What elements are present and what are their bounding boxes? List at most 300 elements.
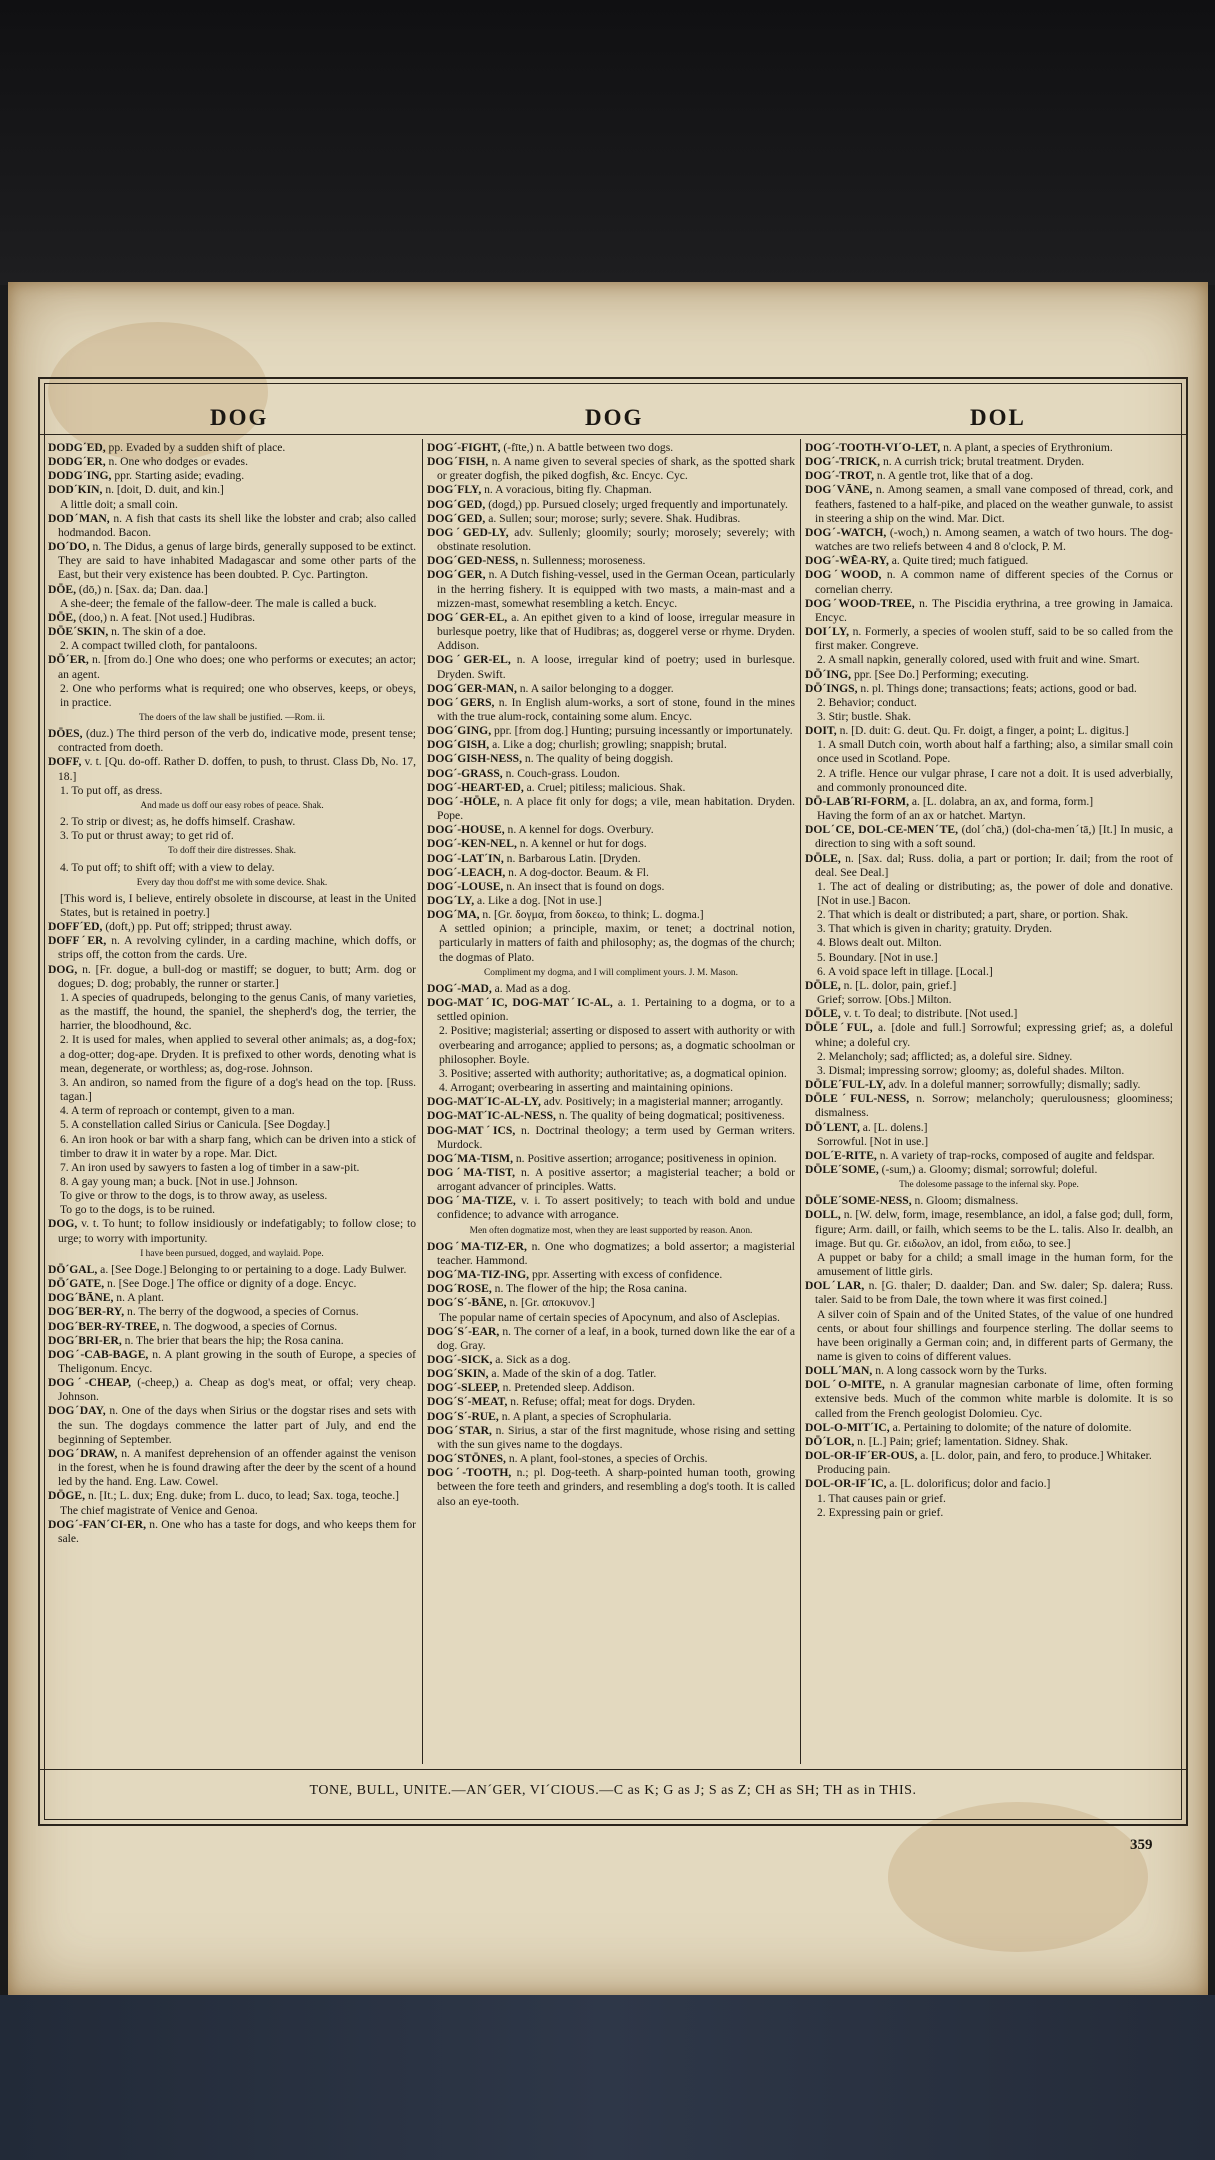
sense-line: 2. Melancholy; sad; afflicted; as, a doleful sire. Sidney. bbox=[817, 1049, 1073, 1063]
dictionary-entry bbox=[48, 1291, 416, 1305]
dictionary-entry bbox=[427, 1152, 795, 1166]
dictionary-entry bbox=[805, 1092, 1173, 1120]
sense-line: A she-deer; the female of the fallow-deer. The male is called a buck. bbox=[60, 596, 377, 610]
headword: DOˊDO, bbox=[48, 540, 90, 554]
sense-line: 4. Blows dealt out. Milton. bbox=[817, 936, 942, 950]
definition: a. 1. Pertaining to a dogma, or to a settled opinion. bbox=[437, 996, 795, 1024]
headword: DŌLEˊSOME, bbox=[805, 1162, 879, 1176]
definition: n. Barbarous Latin. [Dryden. bbox=[503, 851, 641, 865]
headword: DOL-OR-IFˊER-OUS, bbox=[805, 1449, 918, 1463]
headword: DŌˊER, bbox=[48, 653, 89, 667]
dictionary-entry bbox=[427, 526, 795, 554]
headword: DOGˊMA, bbox=[427, 908, 480, 922]
dictionary-entry bbox=[48, 1447, 416, 1489]
dictionary-entry bbox=[427, 1452, 795, 1466]
headword: DOGˊGISH, bbox=[427, 738, 490, 752]
dictionary-entry bbox=[805, 979, 1173, 993]
headword: DOGˊ-GRASS, bbox=[427, 766, 503, 780]
headword: DOGˊ-FANˊCI-ER, bbox=[48, 1517, 147, 1531]
quotation: The dolesome passage to the infernal sky. Pope. bbox=[899, 1180, 1079, 1191]
definition: n. Couch-grass. Loudon. bbox=[502, 766, 620, 780]
dictionary-entry bbox=[427, 696, 795, 724]
dictionary-entry bbox=[48, 727, 416, 755]
definition: n. [Fr. dogue, a bull-dog or mastiff; se doguer, to butt; Arm. dog or dogues; D. dog; probably, the runner or starter.] bbox=[58, 962, 416, 990]
footer-rule bbox=[40, 1769, 1186, 1770]
definition: n. One of the days when Sirius or the dogstar rises and sets with the sun. The dogdays commence the latter part of July, and end the beginning of September. bbox=[58, 1404, 416, 1446]
definition: n. [L.] Pain; grief; lamentation. Sidney. Shak. bbox=[854, 1434, 1068, 1448]
sense-line: 4. A term of reproach or contempt, given to a man. bbox=[60, 1104, 295, 1118]
dictionary-entry bbox=[427, 823, 795, 837]
dictionary-entry bbox=[805, 441, 1173, 455]
headword: DOGˊSˊ-EAR, bbox=[427, 1324, 500, 1338]
definition: a. [L. dolor, pain, and fero, to produce.] Whitaker. bbox=[917, 1449, 1152, 1463]
dictionary-entry bbox=[427, 682, 795, 696]
blue-surface-bottom bbox=[0, 1995, 1215, 2160]
headword: DOGˊBER-RY, bbox=[48, 1305, 125, 1319]
dictionary-entry bbox=[48, 755, 416, 783]
headword: DOGˊSˊ-BĀNE, bbox=[427, 1296, 507, 1310]
definition: n. One who has a taste for dogs, and who keeps them for sale. bbox=[58, 1517, 416, 1545]
definition: a. [L. dolabra, an ax, and forma, form.] bbox=[909, 794, 1094, 808]
dictionary-entry bbox=[48, 512, 416, 540]
dictionary-entry bbox=[427, 996, 795, 1024]
dictionary-entry bbox=[48, 1404, 416, 1446]
dictionary-entry bbox=[427, 894, 795, 908]
sense-line: The popular name of certain species of Apocynum, and also of Asclepias. bbox=[439, 1310, 780, 1324]
dictionary-entry bbox=[427, 1240, 795, 1268]
definition: a. Pertaining to dolomite; of the nature of dolomite. bbox=[889, 1420, 1132, 1434]
definition: ppr. Asserting with excess of confidence. bbox=[529, 1268, 723, 1282]
sense-line: A little doit; a small coin. bbox=[60, 497, 178, 511]
headword: DOGˊ-TRICK, bbox=[805, 455, 881, 469]
definition: n. [It.; L. dux; Eng. duke; from L. duco, to lead; Sax. toga, teoche.] bbox=[85, 1489, 399, 1503]
definition: n. Sullenness; moroseness. bbox=[518, 554, 646, 568]
headword: DODGˊED, bbox=[48, 441, 106, 454]
sense-line: 1. The act of dealing or distributing; as, the power of dole and donative. [Not in use.] Bacon. bbox=[817, 879, 1173, 907]
definition: n. In English alum-works, a sort of stone, found in the mines with the true alum-rock, containing some alum. Encyc. bbox=[437, 695, 795, 723]
dictionary-column-2 bbox=[427, 441, 795, 1766]
definition: n. The Didus, a genus of large birds, generally supposed to be extinct. They are said to have inhabited Madagascar and some other parts of the East, but their very existence has been doubted. P. Cyc. Partington. bbox=[58, 540, 416, 582]
dictionary-entry bbox=[427, 880, 795, 894]
headword: DOGˊGER-EL, bbox=[427, 653, 511, 667]
definition: n. A sailor belonging to a dogger. bbox=[516, 681, 674, 695]
headword: DOGˊGER-EL, bbox=[427, 610, 508, 624]
dictionary-entry bbox=[48, 611, 416, 625]
definition: a. Like a dog; churlish; growling; snappish; brutal. bbox=[489, 738, 727, 752]
definition: n. The brier that bears the hip; the Rosa canina. bbox=[121, 1333, 344, 1347]
dictionary-entry bbox=[427, 1166, 795, 1194]
headword: DOGˊROSE, bbox=[427, 1282, 492, 1296]
definition: n.; pl. Dog-teeth. A sharp-pointed human tooth, growing between the fore teeth and grinders, and resembling a dog's tooth. It is called also an eye-tooth. bbox=[437, 1466, 795, 1508]
headword: DOG, bbox=[48, 962, 78, 976]
sense-line: To go to the dogs, is to be ruined. bbox=[60, 1203, 216, 1217]
definition: n. A common name of different species of the Cornus or cornelian cherry. bbox=[815, 568, 1173, 596]
dictionary-page bbox=[8, 282, 1208, 1997]
definition: v. t. To deal; to distribute. [Not used.] bbox=[840, 1007, 1018, 1021]
dictionary-entry bbox=[805, 526, 1173, 554]
headword: DOGˊGER-MAN, bbox=[427, 681, 517, 695]
sense-line: A silver coin of Spain and of the United States, of the value of one hundred cents, or about four shillings and fourpence sterling. The dollar seems to have been originally a German coin; and, in different parts of Germany, the name is given to coins of different values. bbox=[817, 1307, 1173, 1363]
dictionary-entry bbox=[427, 908, 795, 922]
sense-line: 2. A small napkin, generally colored, used with fruit and wine. Smart. bbox=[817, 653, 1140, 667]
definition: n. One who dodges or evades. bbox=[105, 455, 248, 469]
definition: n. One who dogmatizes; a bold assertor; a magisterial teacher. Hammond. bbox=[437, 1239, 795, 1267]
dictionary-entry bbox=[48, 1217, 416, 1245]
definition: n. [W. delw, form, image, resemblance, an idol, a false god; dull, form, figure; Arm. daill, or failh, which seems to be the L. talis. Also Ir. dealbh, an image. But qu. Gr. ειδωλον, an idol, from ειδω, to see.] bbox=[815, 1208, 1173, 1250]
quotation: Compliment my dogma, and I will compliment yours. J. M. Mason. bbox=[484, 967, 738, 978]
quotation: I have been pursued, dogged, and waylaid. Pope. bbox=[140, 1248, 324, 1259]
definition: a. Sick as a dog. bbox=[492, 1353, 571, 1366]
sense-line: 2. Positive; magisterial; asserting or disposed to assert with authority or with overbearing and arrogance; applied to persons; as, a dogmatic schoolman or philosopher. Boyle. bbox=[439, 1024, 795, 1066]
dictionary-entry bbox=[427, 512, 795, 526]
headword: DOG, bbox=[48, 1217, 78, 1231]
definition: (doo,) n. A feat. [Not used.] Hudibras. bbox=[76, 610, 256, 624]
headword: DŌˊING, bbox=[805, 667, 852, 681]
headword: DOGˊ-CAB-BAGE, bbox=[48, 1347, 149, 1361]
definition: n. Sirius, a star of the first magnitude, whose rising and setting with the sun gives name to the dogdays. bbox=[437, 1423, 795, 1451]
dictionary-entry bbox=[48, 1277, 416, 1291]
definition: n. A plant growing in the south of Europe, a species of Theligonum. Encyc. bbox=[58, 1347, 416, 1375]
headword: DOGˊGERS, bbox=[427, 695, 495, 709]
definition: pp. Evaded by a sudden shift of place. bbox=[105, 441, 286, 454]
headword: DOGˊGED, bbox=[427, 497, 486, 511]
headword: DOLˊO-MITE, bbox=[805, 1378, 885, 1392]
headword: DOIˊLY, bbox=[805, 625, 850, 639]
definition: n. The dogwood, a species of Cornus. bbox=[159, 1319, 338, 1333]
dictionary-entry bbox=[805, 597, 1173, 625]
dictionary-entry bbox=[805, 823, 1173, 851]
headword: DOGˊ-FIGHT, bbox=[427, 441, 501, 454]
dictionary-entry bbox=[48, 540, 416, 582]
headword: DOGˊ-SICK, bbox=[427, 1353, 493, 1366]
sense-line: 7. An iron used by sawyers to fasten a log of timber in a saw-pit. bbox=[60, 1160, 360, 1174]
definition: n. [Gr. δογμα, from δοκεω, to think; L. dogma.] bbox=[479, 908, 704, 922]
definition: n. [doit, D. duit, and kin.] bbox=[102, 483, 224, 497]
sense-line: 2. It is used for males, when applied to several other animals; as, a dog-fox; a dog-otter; dog-ape. Dryden. It is prefixed to other words, denoting what is mean, degenerate, or worthless; as, dog-rose. Johnson. bbox=[60, 1033, 416, 1075]
headword: DOG-MATˊIC-AL-LY, bbox=[427, 1095, 541, 1109]
sense-line: 5. Boundary. [Not in use.] bbox=[817, 950, 938, 964]
headword: DOGˊGISH-NESS, bbox=[427, 752, 523, 766]
definition: n. Sorrow; melancholy; querulousness; gloominess; dismalness. bbox=[815, 1092, 1173, 1120]
definition: n. [D. duit: G. deut. Qu. Fr. doigt, a finger, a point; L. digitus.] bbox=[836, 724, 1129, 738]
dictionary-entry bbox=[427, 738, 795, 752]
definition: n. [Sax. dal; Russ. dolia, a part or portion; Ir. dail; from the root of deal. See Deal.] bbox=[815, 851, 1173, 879]
headword: DŌGE, bbox=[48, 1489, 86, 1503]
dictionary-entry bbox=[48, 1320, 416, 1334]
dictionary-entry bbox=[48, 455, 416, 469]
dictionary-entry bbox=[427, 866, 795, 880]
headword: DOGˊ-CHEAP, bbox=[48, 1376, 132, 1390]
dictionary-entry bbox=[427, 653, 795, 681]
definition: n. A kennel or hut for dogs. bbox=[516, 837, 647, 851]
headword: DOGˊBĀNE, bbox=[48, 1291, 114, 1305]
headword: DOGˊWOOD, bbox=[805, 568, 882, 582]
dictionary-entry bbox=[427, 1109, 795, 1123]
headword: DOGˊ-HOUSE, bbox=[427, 823, 505, 837]
definition: n. A revolving cylinder, in a carding machine, which doffs, or strips off, the cotton from the cards. Ure. bbox=[58, 934, 416, 962]
headword: DŌE, bbox=[48, 610, 77, 624]
headword: DODGˊING, bbox=[48, 469, 112, 483]
definition: (-woch,) n. Among seamen, a watch of two hours. The dog-watches are two reliefs between 4 and 8 o'clock, P. M. bbox=[815, 525, 1173, 554]
headword: DOGˊ-KEN-NEL, bbox=[427, 837, 517, 851]
column-rule bbox=[800, 439, 801, 1764]
sense-line: 4. Arrogant; overbearing in asserting and maintaining opinions. bbox=[439, 1081, 733, 1095]
headword: DOGˊ-LATˊIN, bbox=[427, 851, 504, 865]
definition: n. An insect that is found on dogs. bbox=[503, 879, 665, 893]
headword: DŌ-LABˊRI-FORM, bbox=[805, 794, 910, 808]
dictionary-entry bbox=[427, 1124, 795, 1152]
headword: DOGˊ-TOOTH-VIˊO-LET, bbox=[805, 441, 941, 454]
definition: adv. Sullenly; gloomily; sourly; morosely; severely; with obstinate resolution. bbox=[437, 525, 795, 554]
sense-line: 1. That causes pain or grief. bbox=[817, 1491, 946, 1505]
sense-line: 3. To put or thrust away; to get rid of. bbox=[60, 829, 234, 843]
sense-line: To give or throw to the dogs, is to throw away, as useless. bbox=[60, 1189, 328, 1203]
dictionary-column-1 bbox=[48, 441, 416, 1766]
headword: DŌES, bbox=[48, 727, 83, 741]
definition: n. [Gr. αποκυνον.] bbox=[506, 1296, 595, 1310]
sense-line: 2. Behavior; conduct. bbox=[817, 695, 917, 709]
sense-line: Having the form of an ax or hatchet. Martyn. bbox=[817, 809, 1026, 823]
sense-line: Grief; sorrow. [Obs.] Milton. bbox=[817, 993, 952, 1007]
sense-line: 6. An iron hook or bar with a sharp fang, which can be driven into a stick of timber to draw it in water by a rope. Mar. Dict. bbox=[60, 1132, 416, 1160]
dictionary-entry bbox=[427, 498, 795, 512]
headword: DOGˊ-TROT, bbox=[805, 469, 875, 483]
definition: a. An epithet given to a kind of loose, irregular measure in burlesque poetry, like that of Hudibras; as, doggerel verse or rhyme. Dryden. Addison. bbox=[437, 610, 795, 653]
headword: DOFF, bbox=[48, 755, 82, 769]
headword: DOGˊSˊ-MEAT, bbox=[427, 1395, 508, 1409]
dictionary-entry bbox=[427, 568, 795, 610]
definition: n. The quality of being dogmatical; positiveness. bbox=[555, 1109, 785, 1123]
definition: n. [from do.] One who does; one who performs or executes; an actor; an agent. bbox=[58, 653, 416, 681]
definition: (dō,) n. [Sax. da; Dan. daa.] bbox=[76, 582, 208, 596]
headword: DOGˊMA-TIZ-ER, bbox=[427, 1239, 527, 1253]
definition: n. A name given to several species of shark, as the spotted shark or greater dogfish, the piked dogfish, &c. Encyc. Cyc. bbox=[437, 455, 795, 483]
definition: n. Formerly, a species of woolen stuff, said to be so called from the first maker. Congreve. bbox=[815, 625, 1173, 653]
definition: ppr. Starting aside; evading. bbox=[111, 469, 245, 483]
header-rule bbox=[40, 434, 1186, 435]
definition: n. A kennel for dogs. Overbury. bbox=[504, 823, 654, 837]
dictionary-entry bbox=[427, 795, 795, 823]
dictionary-column-3 bbox=[805, 441, 1173, 1766]
headword: DOL-OR-IFˊIC, bbox=[805, 1477, 887, 1491]
sense-line: 2. Expressing pain or grief. bbox=[817, 1505, 944, 1519]
dictionary-entry bbox=[427, 1325, 795, 1353]
dictionary-entry bbox=[805, 1149, 1173, 1163]
sense-line: Producing pain. bbox=[817, 1463, 891, 1477]
definition: n. A plant, a species of Erythronium. bbox=[940, 441, 1113, 454]
definition: a. Cruel; pitiless; malicious. Shak. bbox=[523, 780, 686, 794]
sense-line: 3. That which is given in charity; gratuity. Dryden. bbox=[817, 922, 1053, 936]
definition: (doft,) pp. Put off; stripped; thrust away. bbox=[102, 920, 293, 934]
dictionary-entry bbox=[805, 483, 1173, 525]
definition: (dolˊchā,) (dol-cha-menˊtā,) [It.] In music, a direction to sing with a soft sound. bbox=[815, 823, 1173, 851]
guide-words bbox=[40, 379, 1186, 439]
definition: n. A plant. bbox=[113, 1291, 164, 1305]
dictionary-entry bbox=[805, 724, 1173, 738]
definition: n. A variety of trap-rocks, composed of augite and feldspar. bbox=[876, 1148, 1155, 1162]
dictionary-entry bbox=[48, 653, 416, 681]
sense-line: A puppet or baby for a child; a small image in the human form, for the amusement of little girls. bbox=[817, 1250, 1173, 1279]
headword: DOGˊ-HŌLE, bbox=[427, 794, 500, 808]
headword: DŌLE, bbox=[805, 851, 841, 865]
dictionary-entry bbox=[48, 625, 416, 639]
quotation: Men often dogmatize most, when they are least supported by reason. Anon. bbox=[469, 1225, 753, 1236]
definition: a. Made of the skin of a dog. Tatler. bbox=[488, 1367, 657, 1381]
definition: a. Sullen; sour; morose; surly; severe. Shak. Hudibras. bbox=[485, 511, 741, 525]
dictionary-entry bbox=[805, 1208, 1173, 1250]
headword: DOGˊFISH, bbox=[427, 455, 489, 469]
definition: a. [L. dolorificus; dolor and facio.] bbox=[886, 1477, 1051, 1491]
definition: a. Mad as a dog. bbox=[491, 981, 571, 995]
headword: DOGˊDAY, bbox=[48, 1404, 106, 1418]
definition: n. [See Doge.] The office or dignity of a doge. Encyc. bbox=[104, 1277, 357, 1291]
definition: (-fīte,) n. A battle between two dogs. bbox=[500, 441, 674, 454]
sense-line: 2. To strip or divest; as, he doffs himself. Crashaw. bbox=[60, 815, 296, 829]
dictionary-entry bbox=[805, 1121, 1173, 1135]
dark-background-top bbox=[0, 0, 1215, 285]
headword: DOG-MATˊIC-AL-NESS, bbox=[427, 1109, 556, 1123]
dictionary-entry bbox=[427, 852, 795, 866]
dictionary-entry bbox=[48, 1518, 416, 1546]
dictionary-entry bbox=[427, 1296, 795, 1310]
headword: DOGˊMA-TISM, bbox=[427, 1151, 513, 1165]
dictionary-entry bbox=[48, 1334, 416, 1348]
dictionary-entry bbox=[48, 963, 416, 991]
definition: n. Doctrinal theology; a term used by German writers. Murdock. bbox=[437, 1123, 795, 1151]
dictionary-entry bbox=[427, 483, 795, 497]
headword: DODˊKIN, bbox=[48, 483, 103, 497]
sense-line: 2. A trifle. Hence our vulgar phrase, I care not a doit. It is used adverbially, and commonly pronounced dite. bbox=[817, 766, 1173, 794]
sense-line: 1. A species of quadrupeds, belonging to the genus Canis, of many varieties, as the mastiff, the hound, the spaniel, the shepherd's dog, the terrier, the harrier, the bloodhound, &c. bbox=[60, 990, 416, 1033]
definition: n. The skin of a doe. bbox=[108, 625, 206, 639]
headword: DŌˊINGS, bbox=[805, 681, 858, 695]
dictionary-entry bbox=[427, 1466, 795, 1508]
definition: n. A plant, fool-stones, a species of Orchis. bbox=[505, 1452, 708, 1466]
definition: a. Quite tired; much fatigued. bbox=[888, 554, 1029, 568]
sense-line: [This word is, I believe, entirely obsolete in discourse, at least in the United States, but is retained in poetry.] bbox=[60, 891, 416, 919]
sense-line: 2. That which is dealt or distributed; a part, share, or portion. Shak. bbox=[817, 908, 1129, 922]
definition: (duz.) The third person of the verb do, indicative mode, present tense; contracted from doeth. bbox=[58, 727, 416, 755]
dictionary-entry bbox=[805, 1421, 1173, 1435]
definition: a. [L. dolens.] bbox=[859, 1120, 928, 1134]
definition: n. The berry of the dogwood, a species of Cornus. bbox=[124, 1305, 359, 1319]
dictionary-entry bbox=[805, 1021, 1173, 1049]
headword: DOGˊ-MAD, bbox=[427, 981, 492, 995]
headword: DŌˊGATE, bbox=[48, 1277, 105, 1291]
dictionary-entry bbox=[805, 1449, 1173, 1463]
definition: n. A currish trick; brutal treatment. Dryden. bbox=[880, 455, 1085, 469]
dictionary-entry bbox=[805, 1194, 1173, 1208]
dictionary-entry bbox=[427, 837, 795, 851]
definition: n. A place fit only for dogs; a vile, mean habitation. Dryden. Pope. bbox=[437, 794, 795, 823]
definition: a. [See Doge.] Belonging to or pertaining to a doge. Lady Bulwer. bbox=[97, 1262, 407, 1276]
definition: ppr. [from dog.] Hunting; pursuing incessantly or importunately. bbox=[491, 724, 793, 738]
definition: n. Positive assertion; arrogance; positiveness in opinion. bbox=[512, 1151, 777, 1165]
sense-line: 2. One who performs what is required; one who observes, keeps, or obeys, in practice. bbox=[60, 681, 416, 709]
headword: DŌE, bbox=[48, 582, 77, 596]
sense-line: 5. A constellation called Sirius or Canicula. [See Dogday.] bbox=[60, 1118, 331, 1132]
headword: DŌLEˊSOME-NESS, bbox=[805, 1194, 912, 1208]
dictionary-entry bbox=[805, 1435, 1173, 1449]
headword: DOGˊ-WĒA-RY, bbox=[805, 554, 889, 568]
dictionary-entry bbox=[48, 1263, 416, 1277]
definition: a. Like a dog. [Not in use.] bbox=[474, 894, 602, 907]
dictionary-entry bbox=[805, 1364, 1173, 1378]
sense-line: 8. A gay young man; a buck. [Not in use.] Johnson. bbox=[60, 1174, 298, 1188]
dictionary-entry bbox=[805, 469, 1173, 483]
dictionary-entry bbox=[427, 1194, 795, 1222]
dictionary-entry bbox=[805, 1078, 1173, 1092]
headword: DŌLEˊFUL, bbox=[805, 1021, 873, 1035]
headword: DŌLE, bbox=[805, 1007, 841, 1021]
headword: DOGˊ-LOUSE, bbox=[427, 879, 504, 893]
sense-line: 3. An andiron, so named from the figure of a dog's head on the top. [Russ. tagan.] bbox=[60, 1075, 416, 1104]
headword: DOGˊ-LEACH, bbox=[427, 865, 506, 879]
dictionary-entry bbox=[805, 568, 1173, 596]
dictionary-entry bbox=[427, 1424, 795, 1452]
definition: (-cheep,) a. Cheap as dog's meat, or offal; very cheap. Johnson. bbox=[58, 1376, 416, 1404]
dictionary-entry bbox=[427, 611, 795, 653]
headword: DOGˊBER-RY-TREE, bbox=[48, 1319, 160, 1333]
dictionary-entry bbox=[427, 554, 795, 568]
headword: DOGˊDRAW, bbox=[48, 1446, 118, 1460]
headword: DOFFˊED, bbox=[48, 920, 103, 934]
sense-line: The chief magistrate of Venice and Genoa. bbox=[60, 1503, 258, 1517]
quotation: Every day thou doff'st me with some device. Shak. bbox=[136, 877, 328, 888]
definition: n. [G. thaler; D. daalder; Dan. and Sw. daler; Sp. dalera; Russ. taler. Said to be from Dale, the town where it was first coined.] bbox=[815, 1279, 1173, 1307]
dictionary-entry bbox=[805, 668, 1173, 682]
sense-line: 3. Positive; asserted with authority; authoritative; as, a dogmatical opinion. bbox=[439, 1066, 787, 1080]
definition: adv. Positively; in a magisterial manner; arrogantly. bbox=[540, 1095, 784, 1109]
headword: DŌLEˊFUL-NESS, bbox=[805, 1092, 910, 1106]
definition: v. t. To hunt; to follow insidiously or indefatigably; to follow close; to urge; to worry with importunity. bbox=[58, 1217, 416, 1245]
headword: DOGˊ-TOOTH, bbox=[427, 1466, 512, 1480]
dictionary-entry bbox=[805, 1007, 1173, 1021]
dictionary-entry bbox=[427, 1410, 795, 1424]
headword: DODGˊER, bbox=[48, 455, 106, 469]
definition: n. A positive assertor; a magisterial teacher; a bold or arrogant advancer of principles. Watts. bbox=[437, 1165, 795, 1194]
headword: DOGˊGING, bbox=[427, 724, 492, 738]
dictionary-entry bbox=[427, 781, 795, 795]
headword: DŌLEˊFUL-LY, bbox=[805, 1078, 886, 1092]
headword: DŌLE, bbox=[805, 978, 841, 992]
dictionary-entry bbox=[48, 1376, 416, 1404]
headword: DOGˊVĀNE, bbox=[805, 483, 873, 497]
dictionary-entry bbox=[805, 682, 1173, 696]
headword: DOGˊMA-TIZ-ING, bbox=[427, 1268, 530, 1282]
dictionary-entry bbox=[48, 1305, 416, 1319]
quotation: To doff their dire distresses. Shak. bbox=[167, 846, 297, 857]
sense-line: 3. Stir; bustle. Shak. bbox=[817, 709, 912, 723]
definition: n. A Dutch fishing-vessel, used in the German Ocean, particularly in the herring fishery. It is equipped with two masts, a main-mast and a mizzen-mast, somewhat resembling a ketch. Encyc. bbox=[437, 568, 795, 610]
dictionary-entry bbox=[48, 934, 416, 962]
dictionary-entry bbox=[427, 1268, 795, 1282]
definition: n. Refuse; offal; meat for dogs. Dryden. bbox=[507, 1395, 696, 1409]
sense-line: 3. Dismal; impressing sorrow; gloomy; as, doleful shades. Milton. bbox=[817, 1063, 1125, 1077]
headword: DOGˊ-WATCH, bbox=[805, 525, 887, 539]
dictionary-entry bbox=[48, 1489, 416, 1503]
dictionary-entry bbox=[427, 1367, 795, 1381]
headword: DOG-MATˊICS, bbox=[427, 1123, 516, 1137]
definition: v. i. To assert positively; to teach with bold and undue confidence; to advance with arrogance. bbox=[437, 1194, 795, 1222]
definition: (-sum,) a. Gloomy; dismal; sorrowful; doleful. bbox=[878, 1162, 1098, 1176]
definition: n. Gloom; dismalness. bbox=[911, 1194, 1019, 1208]
headword: DOGˊBRI-ER, bbox=[48, 1333, 122, 1347]
headword: DOL-O-MITˊIC, bbox=[805, 1420, 890, 1434]
dictionary-entry bbox=[427, 982, 795, 996]
headword: DOLˊE-RITE, bbox=[805, 1148, 877, 1162]
dictionary-entry bbox=[427, 1395, 795, 1409]
